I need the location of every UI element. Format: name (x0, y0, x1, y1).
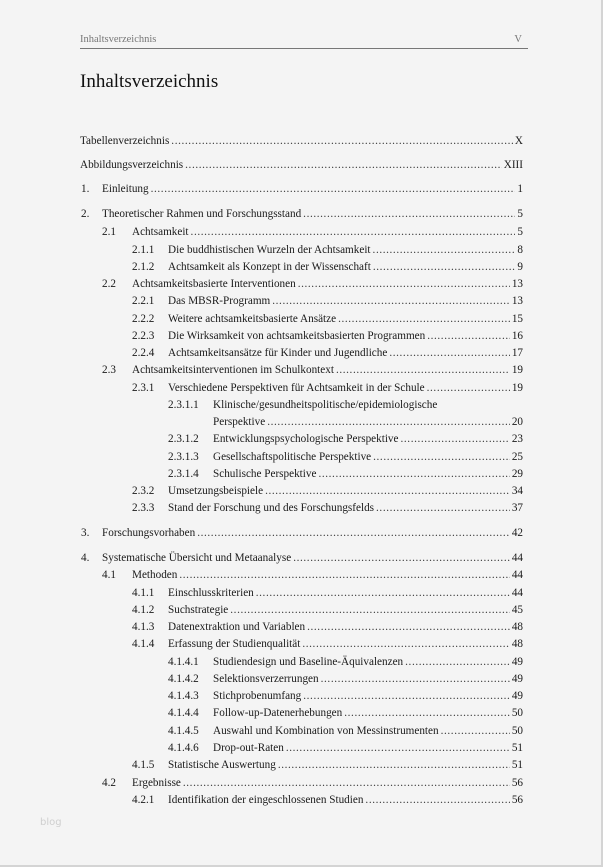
toc-entry-number: 4.1.5 (132, 759, 155, 771)
toc-entry-page-number: 51 (511, 742, 523, 754)
dot-leader (298, 276, 510, 293)
toc-entry-text (132, 775, 523, 792)
toc-entry-number: 4.1.4.3 (168, 690, 199, 702)
toc-entry-number: 4.1 (102, 569, 116, 581)
toc-entry-label: Selektionsverzerrungen (213, 671, 321, 688)
toc-entry-page-number: 37 (511, 502, 523, 514)
toc-entry-number: 2.2.3 (132, 330, 155, 342)
toc-entry[interactable] (80, 328, 523, 345)
dot-leader (230, 602, 510, 619)
toc-entry-number: 2.2 (102, 278, 116, 290)
toc-entry[interactable] (80, 276, 523, 293)
toc-entry-text (168, 792, 523, 809)
toc-entry-number: 2.3.1.4 (168, 468, 199, 480)
toc-entry-text (102, 525, 523, 542)
toc-entry-label: Auswahl und Kombination von Messinstrumenten (213, 723, 441, 740)
toc-entry-text (168, 293, 523, 310)
toc-entry-label: Entwicklungspsychologische Perspektive (213, 431, 401, 448)
toc-entry[interactable] (80, 723, 523, 740)
toc-entry-label: Statistische Auswertung (168, 757, 278, 774)
toc-entry[interactable] (80, 757, 523, 774)
dot-leader (303, 206, 515, 223)
toc-entry[interactable] (80, 619, 523, 636)
toc-entry-number: 2.1.2 (132, 261, 155, 273)
toc-entry-text (168, 483, 523, 500)
toc-entry-page-number: 17 (511, 347, 523, 359)
toc-entry-page-number: XIII (503, 159, 523, 171)
toc-entry-page-number: 44 (511, 569, 523, 581)
toc-entry-number: 4.1.4 (132, 638, 155, 650)
toc-entry-number: 4.1.4.2 (168, 673, 199, 685)
toc-entry-page-number: 48 (511, 638, 523, 650)
toc-entry-text (102, 181, 523, 198)
toc-entry-label: Achtsamkeit (132, 224, 191, 241)
toc-entry-label: Die Wirksamkeit von achtsamkeitsbasierten Programmen (168, 328, 427, 345)
toc-entry-text (168, 619, 523, 636)
toc-entry-number: 4.1.4.6 (168, 742, 199, 754)
toc-entry[interactable] (80, 311, 523, 328)
dot-leader (344, 705, 510, 722)
toc-entry-page-number: 50 (511, 725, 523, 737)
toc-entry[interactable] (80, 293, 523, 310)
toc-entry-label: Identifikation der eingeschlossenen Studien (168, 792, 365, 809)
toc-entry-number: 4.2.1 (132, 794, 155, 806)
toc-entry-label: Stichprobenumfang (213, 688, 303, 705)
dot-leader (185, 157, 502, 174)
toc-entry-number: 2. (81, 208, 90, 220)
toc-entry-label: Stand der Forschung und des Forschungsfelds (168, 500, 376, 517)
toc-entry-text (168, 602, 523, 619)
toc-entry-number: 2.2.2 (132, 313, 155, 325)
toc-entry[interactable] (80, 157, 523, 174)
toc-entry-page-number: 45 (511, 604, 523, 616)
toc-entry-text (168, 259, 523, 276)
dot-leader (151, 181, 516, 198)
toc-entry-number: 2.2.4 (132, 347, 155, 359)
toc-entry-page-number: 44 (511, 587, 523, 599)
toc-entry-text (168, 328, 523, 345)
toc-entry-number: 4.1.4.5 (168, 725, 199, 737)
toc-entry-text (213, 671, 523, 688)
toc-entry-text (102, 206, 523, 223)
toc-entry-label: Studiendesign und Baseline-Äquivalenzen (213, 654, 405, 671)
dot-leader (265, 483, 510, 500)
toc-entry-page-number: 9 (517, 261, 523, 273)
toc-entry-text (168, 585, 523, 602)
toc-entry-page-number: 25 (511, 451, 523, 463)
toc-entry-text (213, 431, 523, 448)
toc-entry-text (132, 362, 523, 379)
dot-leader (365, 792, 509, 809)
dot-leader (307, 619, 510, 636)
toc-entry[interactable] (80, 602, 523, 619)
toc-entry[interactable] (80, 500, 523, 517)
toc-entry-page-number: 5 (517, 208, 523, 220)
running-head (80, 34, 528, 49)
toc-entry-number: 2.3.3 (132, 502, 155, 514)
toc-entry-text (168, 757, 523, 774)
toc-entry[interactable] (80, 242, 523, 259)
toc-entry-page-number: 13 (511, 295, 523, 307)
dot-leader (376, 500, 510, 517)
toc-entry-number: 4.1.4.4 (168, 707, 199, 719)
toc-entry[interactable] (80, 740, 523, 757)
toc-entry-page-number: 20 (511, 416, 523, 428)
toc-entry-page-number: 56 (511, 794, 523, 806)
running-head-title: Inhaltsverzeichnis (80, 34, 157, 45)
toc-entry-page-number: 51 (511, 759, 523, 771)
toc-entry-label: Einleitung (102, 181, 151, 198)
dot-leader (183, 775, 510, 792)
toc-entry-label: Theoretischer Rahmen und Forschungsstand (102, 206, 303, 223)
toc-entry-label: Forschungsvorhaben (102, 525, 197, 542)
toc-entry-number: 3. (81, 527, 90, 539)
dot-leader (302, 636, 509, 653)
toc-entry-page-number: 13 (511, 278, 523, 290)
running-head-page-number: V (514, 34, 522, 45)
toc-entry-label: Weitere achtsamkeitsbasierte Ansätze (168, 311, 338, 328)
toc-entry-label: Ergebnisse (132, 775, 183, 792)
toc-entry[interactable] (80, 792, 523, 809)
toc-entry-number: 2.3.1.1 (168, 399, 199, 411)
toc-entry-text (213, 449, 523, 466)
dot-leader (427, 380, 510, 397)
toc-entry-label: Umsetzungsbeispiele (168, 483, 265, 500)
toc-entry-number: 2.1.1 (132, 244, 155, 256)
toc-entry-page-number: 1 (517, 183, 523, 195)
toc-entry-page-number: 48 (511, 621, 523, 633)
toc-entry-page-number: 50 (511, 707, 523, 719)
toc-entry-label: Das MBSR-Programm (168, 293, 272, 310)
toc-entry-page-number: 42 (511, 527, 523, 539)
toc-entry-number: 2.3.1.2 (168, 433, 199, 445)
toc-entry-label: Klinische/gesundheitspolitische/epidemiologische (213, 397, 439, 414)
toc-entry[interactable] (80, 483, 523, 500)
toc-entry[interactable] (80, 567, 523, 584)
toc-entry-label: Follow-up-Datenerhebungen (213, 705, 344, 722)
toc-entry-page-number (439, 397, 441, 414)
toc-entry-label: Methoden (132, 567, 179, 584)
toc-entry-text (168, 500, 523, 517)
dot-leader (321, 671, 510, 688)
toc-entry-text (213, 688, 523, 705)
watermark: blog (40, 817, 62, 828)
dot-leader (278, 757, 510, 774)
dot-leader (171, 133, 513, 150)
dot-leader (401, 431, 510, 448)
toc-entry-page-number: 49 (511, 673, 523, 685)
toc-entry-label: Die buddhistischen Wurzeln der Achtsamkeit (168, 242, 373, 259)
toc-entry-page-number: 34 (511, 485, 523, 497)
dot-leader (293, 550, 510, 567)
dot-leader (272, 293, 510, 310)
toc-entry-label: Gesellschaftspolitische Perspektive (213, 449, 373, 466)
toc-entry-text (168, 636, 523, 653)
toc-entry[interactable] (80, 259, 523, 276)
toc-entry[interactable] (80, 775, 523, 792)
dot-leader (405, 654, 510, 671)
toc-entry-number: 4.2 (102, 777, 116, 789)
toc-entry-page-number: 5 (517, 226, 523, 238)
toc-entry[interactable] (80, 466, 523, 483)
dot-leader (286, 740, 510, 757)
toc-entry-label: Datenextraktion und Variablen (168, 619, 307, 636)
toc-entry-text (132, 567, 523, 584)
toc-entry-text (168, 311, 523, 328)
toc-entry-page-number: 23 (511, 433, 523, 445)
toc-entry[interactable] (80, 397, 523, 414)
toc-entry-text (213, 705, 523, 722)
toc-entry-label: Achtsamkeitsbasierte Interventionen (132, 276, 298, 293)
dot-leader (179, 567, 509, 584)
toc-entry[interactable] (80, 345, 523, 362)
toc-entry-text (213, 740, 523, 757)
toc-entry-text (168, 345, 523, 362)
toc-entry[interactable] (80, 380, 523, 397)
dot-leader (191, 224, 516, 241)
toc-entry-number: 1. (81, 183, 90, 195)
toc-entry-text (168, 242, 523, 259)
toc-entry-number: 2.3.1.3 (168, 451, 199, 463)
dot-leader (427, 328, 510, 345)
toc-entry[interactable] (80, 206, 523, 223)
toc-entry-text (168, 380, 523, 397)
dot-leader (373, 242, 516, 259)
toc-entry-number: 4.1.1 (132, 587, 155, 599)
toc-entry-label: Achtsamkeitsansätze für Kinder und Jugendliche (168, 345, 389, 362)
toc-entry-page-number: 44 (511, 552, 523, 564)
toc-entry-page-number: 49 (511, 690, 523, 702)
toc-entry[interactable] (80, 705, 523, 722)
toc-entry-number: 4.1.2 (132, 604, 155, 616)
toc-entry-label: Schulische Perspektive (213, 466, 318, 483)
dot-leader (318, 466, 509, 483)
toc-entry-text (132, 276, 523, 293)
toc-entry-label: Abbildungsverzeichnis (80, 157, 185, 174)
dot-leader (441, 723, 510, 740)
toc-entry[interactable] (80, 431, 523, 448)
toc-entry[interactable] (80, 414, 523, 431)
toc-entry-text (132, 224, 523, 241)
toc-entry-page-number: 16 (511, 330, 523, 342)
dot-leader (389, 345, 509, 362)
toc-entry-page-number: 19 (511, 382, 523, 394)
toc-entry-text (102, 550, 523, 567)
dot-leader (373, 449, 510, 466)
toc-entry[interactable] (80, 133, 523, 150)
toc-entry-page-number: 29 (511, 468, 523, 480)
toc-entry-text (80, 133, 523, 150)
toc-entry-number: 2.1 (102, 226, 116, 238)
toc-entry-text (213, 654, 523, 671)
toc-entry[interactable] (80, 362, 523, 379)
toc-entry-page-number: 19 (511, 364, 523, 376)
toc-entry-page-number: 8 (517, 244, 523, 256)
toc-entry-page-number: 56 (511, 777, 523, 789)
page-title: Inhaltsverzeichnis (80, 71, 219, 92)
toc-entry-text (213, 397, 523, 414)
toc-entry-number: 2.3.2 (132, 485, 155, 497)
dot-leader (267, 414, 510, 431)
toc-entry[interactable] (80, 550, 523, 567)
toc-entry-label: Achtsamkeitsinterventionen im Schulkontext (132, 362, 336, 379)
toc-entry[interactable] (80, 671, 523, 688)
toc-entry-label: Achtsamkeit als Konzept in der Wissenschaft (168, 259, 373, 276)
toc-entry-number: 4.1.3 (132, 621, 155, 633)
toc-entry[interactable] (80, 181, 523, 198)
toc-entry-number: 4.1.4.1 (168, 656, 199, 668)
toc-entry-label: Einschlusskriterien (168, 585, 256, 602)
toc-entry-text (213, 414, 523, 431)
toc-entry[interactable] (80, 654, 523, 671)
toc-entry-label: Perspektive (213, 414, 267, 431)
toc-entry-text (213, 466, 523, 483)
toc-entry[interactable] (80, 224, 523, 241)
toc-entry-text (213, 723, 523, 740)
toc-entry-number: 4. (81, 552, 90, 564)
toc-entry-number: 2.2.1 (132, 295, 155, 307)
toc-entry[interactable] (80, 585, 523, 602)
dot-leader (256, 585, 510, 602)
dot-leader (338, 311, 510, 328)
toc-entry-page-number: X (514, 135, 523, 147)
toc-entry-label: Drop-out-Raten (213, 740, 286, 757)
toc-entry[interactable] (80, 449, 523, 466)
toc-entry-label: Erfassung der Studienqualität (168, 636, 302, 653)
toc-entry-page-number: 15 (511, 313, 523, 325)
dot-leader (373, 259, 516, 276)
toc-entry-text (80, 157, 523, 174)
toc-entry-page-number: 49 (511, 656, 523, 668)
dot-leader (303, 688, 510, 705)
toc-entry-number: 2.3 (102, 364, 116, 376)
toc-entry-label: Systematische Übersicht und Metaanalyse (102, 550, 293, 567)
toc-entry-label: Verschiedene Perspektiven für Achtsamkeit in der Schule (168, 380, 427, 397)
dot-leader (336, 362, 510, 379)
toc-entry-label: Tabellenverzeichnis (80, 133, 171, 150)
toc-entry[interactable] (80, 525, 523, 542)
toc-entry[interactable] (80, 688, 523, 705)
toc-entry[interactable] (80, 636, 523, 653)
toc-entry-number: 2.3.1 (132, 382, 155, 394)
toc-entry-label: Suchstrategie (168, 602, 230, 619)
dot-leader (197, 525, 510, 542)
